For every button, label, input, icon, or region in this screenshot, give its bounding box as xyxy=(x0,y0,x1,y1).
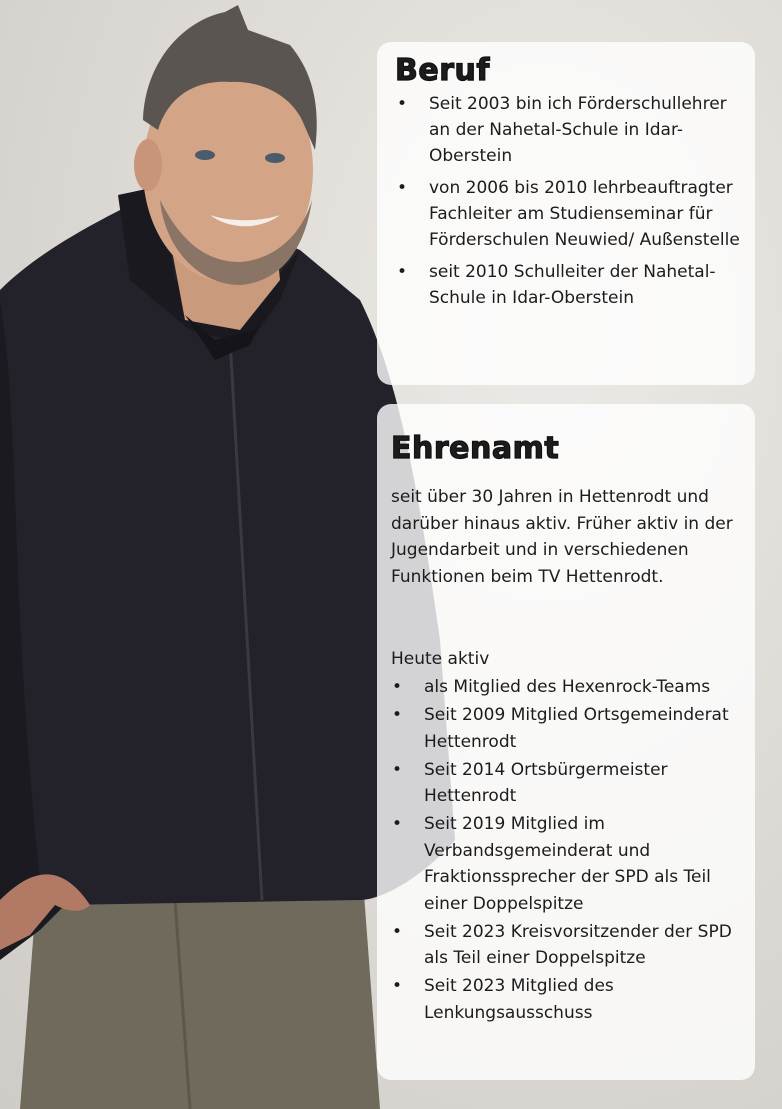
heute-aktiv-label: Heute aktiv xyxy=(391,649,490,669)
beruf-list xyxy=(429,91,745,317)
beruf-heading: Beruf xyxy=(395,53,490,88)
list-item: • Seit 2003 bin ich Förderschullehrer an der Nahetal-Schule in Idar-Oberstein xyxy=(429,91,745,169)
beruf-card xyxy=(377,42,755,385)
list-item: • von 2006 bis 2010 lehrbeauftragter Fachleiter am Studienseminar für Förderschulen Neuwied/ Außenstelle xyxy=(429,175,745,253)
list-item: • Seit 2023 Mitglied des Lenkungsausschuss xyxy=(424,973,744,1026)
list-item: • als Mitglied des Hexenrock-Teams xyxy=(424,674,744,701)
list-item: • Seit 2023 Kreisvorsitzender der SPD als Teil einer Doppelspitze xyxy=(424,919,744,972)
ehrenamt-heading: Ehrenamt xyxy=(391,431,560,466)
ehrenamt-intro: seit über 30 Jahren in Hettenrodt und darüber hinaus aktiv. Früher aktiv in der Jugendarbeit und in verschiedenen Funktionen beim TV Hettenrodt. xyxy=(391,487,733,587)
list-item: • Seit 2009 Mitglied Ortsgemeinderat Hettenrodt xyxy=(424,702,744,755)
list-item: • Seit 2019 Mitglied im Verbandsgemeinderat und Fraktionssprecher der SPD als Teil einer Doppelspitze xyxy=(424,811,744,917)
list-item: • Seit 2014 Ortsbürgermeister Hettenrodt xyxy=(424,757,744,810)
ehrenamt-card xyxy=(377,404,755,1080)
ehrenamt-list xyxy=(424,674,744,1028)
list-item: • seit 2010 Schulleiter der Nahetal-Schule in Idar-Oberstein xyxy=(429,259,745,311)
